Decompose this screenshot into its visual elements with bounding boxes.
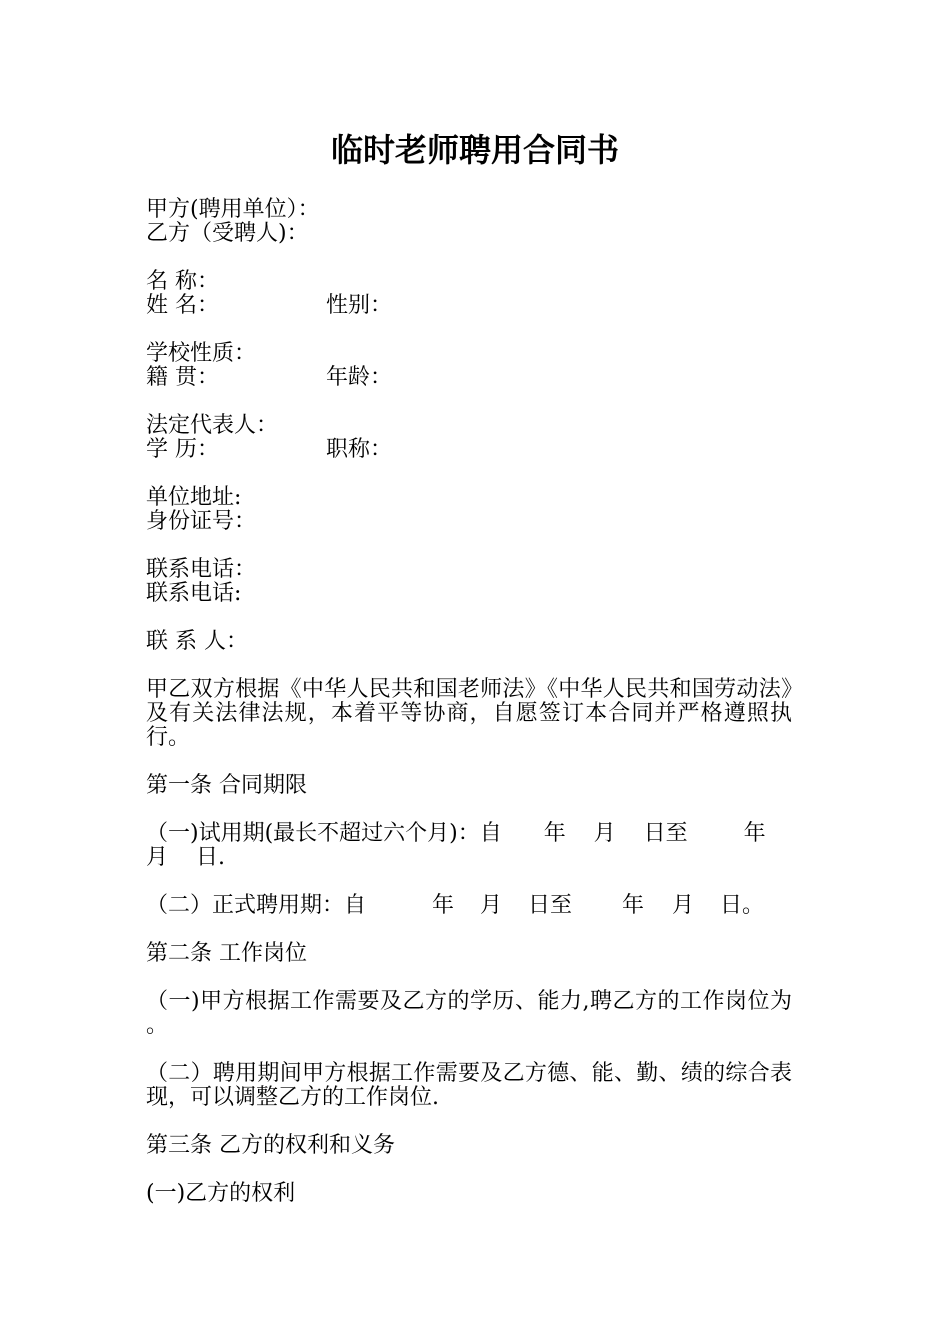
item-2-month-2: 月 bbox=[672, 893, 695, 918]
field-name: 名 称： bbox=[146, 269, 219, 294]
field-phone-b: 联系电话: bbox=[146, 581, 242, 606]
item-2-day-to: 日至 bbox=[528, 893, 573, 918]
party-b-label: 乙方（受聘人)： bbox=[146, 221, 309, 246]
field-age: 年龄： bbox=[326, 365, 393, 390]
field-row-name-gender bbox=[146, 293, 393, 318]
field-address: 单位地址: bbox=[146, 485, 242, 510]
article-3-sub-1: (一)乙方的权利 bbox=[146, 1181, 296, 1206]
field-education: 学 历： bbox=[146, 437, 219, 462]
field-contact: 联 系 人： bbox=[146, 629, 248, 654]
intro-paragraph: 甲乙双方根据《中华人民共和国老师法》《中华人民共和国劳动法》及有关法律法规，本着平等协商，自愿签订本合同并严格遵照执行。 bbox=[146, 677, 792, 750]
item-2-year-2: 年 bbox=[622, 893, 645, 918]
field-row-education-title bbox=[146, 437, 393, 462]
field-gender: 性别： bbox=[326, 293, 393, 318]
article-1-item-1-line-2: 月 日. bbox=[146, 845, 225, 870]
item-2-year-1: 年 bbox=[432, 893, 455, 918]
article-1-item-1-line-1: （一)试用期(最长不超过六个月)：自 年 月 日至 年 bbox=[146, 821, 766, 846]
field-title-rank: 职称： bbox=[326, 437, 393, 462]
item-2-day-end: 日。 bbox=[720, 893, 765, 918]
item-2-month-1: 月 bbox=[480, 893, 503, 918]
document-title: 临时老师聘用合同书 bbox=[330, 131, 619, 169]
article-2-item-2: （二）聘用期间甲方根据工作需要及乙方德、能、勤、绩的综合表现，可以调整乙方的工作岗位. bbox=[146, 1061, 792, 1110]
field-legal-rep: 法定代表人： bbox=[146, 413, 279, 438]
article-1-item-2 bbox=[146, 894, 792, 918]
item-2-label: （二）正式聘用期：自 bbox=[146, 893, 367, 918]
article-1-heading: 第一条 合同期限 bbox=[146, 773, 307, 798]
field-full-name: 姓 名： bbox=[146, 293, 219, 318]
article-2-heading: 第二条 工作岗位 bbox=[146, 941, 307, 966]
field-phone-a: 联系电话： bbox=[146, 557, 257, 582]
field-id-number: 身份证号： bbox=[146, 509, 257, 534]
field-school-type: 学校性质： bbox=[146, 341, 257, 366]
article-2-item-1: （一)甲方根据工作需要及乙方的学历、能力,聘乙方的工作岗位为 。 bbox=[146, 989, 876, 1038]
party-a-label: 甲方(聘用单位）： bbox=[146, 197, 320, 222]
article-3-heading: 第三条 乙方的权利和义务 bbox=[146, 1133, 395, 1158]
field-row-native-age bbox=[146, 365, 393, 390]
field-native-place: 籍 贯： bbox=[146, 365, 219, 390]
